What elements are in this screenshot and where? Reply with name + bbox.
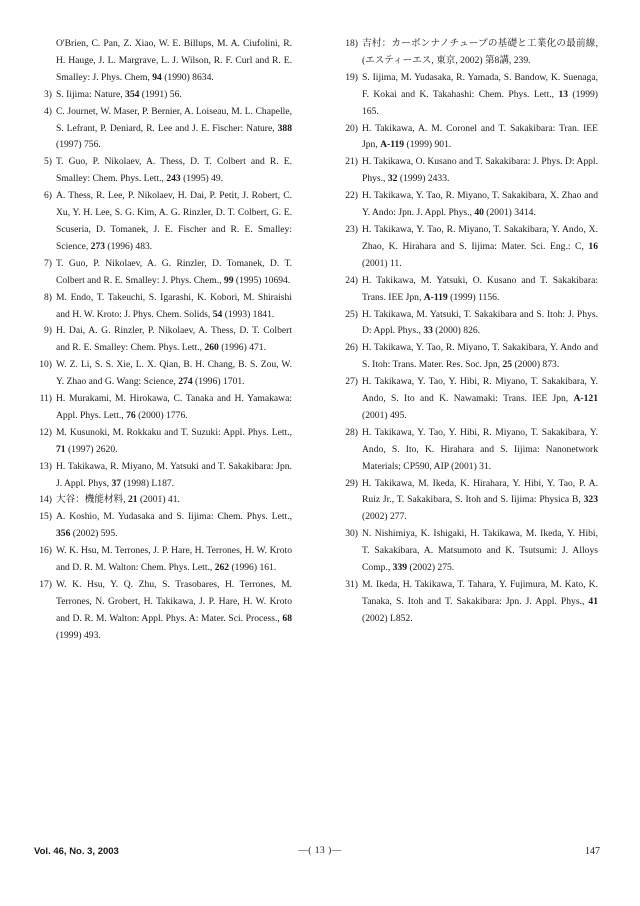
reference-text-part: H. Dai, A. G. Rinzler, P. Nikolaev, A. Thess, D. T. Colbert and R. E. Smalley: Chem. Phys. Lett., (56, 325, 292, 354)
reference-text-part: (2002) 595. (70, 528, 118, 540)
page-number: 147 (585, 846, 600, 857)
reference-number: 3) (44, 88, 52, 100)
reference-number: 16) (39, 545, 52, 557)
reference-volume: 76 (126, 409, 136, 421)
reference-volume: A-119 (423, 291, 448, 303)
reference-text (56, 256, 292, 290)
reference-volume: 21 (127, 494, 138, 506)
reference-number: 26) (345, 342, 358, 354)
reference-text-part: (1999) 2433. (397, 173, 450, 185)
reference-text (362, 70, 598, 121)
reference-text (362, 154, 598, 188)
reference-entry (336, 188, 598, 222)
reference-volume: 94 (152, 71, 162, 83)
reference-text-part: H. Takikawa, O. Kusano and T. Sakakibara: J. Phys. D: Appl. Phys., (362, 156, 598, 185)
reference-volume: 99 (223, 274, 234, 286)
reference-entry (30, 459, 292, 493)
reference-number: 9) (44, 325, 52, 337)
reference-text-part: (2001) 11. (362, 257, 402, 269)
reference-text-part: (1996) 483. (105, 240, 153, 252)
reference-entry (336, 340, 598, 374)
reference-volume: 16 (588, 240, 598, 252)
reference-text-part: M. Endo, T. Takeuchi, S. Igarashi, K. Kobori, M. Shiraishi and H. W. Kroto: J. Phys. Chem. Solids, (56, 291, 292, 320)
reference-volume: 13 (558, 88, 569, 100)
reference-entry (30, 154, 292, 188)
reference-text-part: M. Kusunoki, M. Rokkaku and T. Suzuki: Appl. Phys. Lett., (56, 426, 292, 438)
reference-text-part: W. Z. Li, S. S. Xie, L. X. Qian, B. H. Chang, B. S. Zou, W. Y. Zhao and G. Wang: Science, (56, 359, 292, 388)
reference-volume: A-119 (380, 139, 405, 151)
reference-number: 12) (39, 426, 52, 438)
reference-entry (336, 476, 598, 527)
reference-text-part: C. Journet, W. Maser, P. Bernier, A. Loiseau, M. L. Chapelle, S. Lefrant, P. Deniard, R. Lee and J. E. Fischer: Nature, (56, 105, 292, 134)
reference-entry (336, 121, 598, 155)
reference-text-part: H. Murakami, M. Hirokawa, C. Tanaka and H. Yamakawa: Appl. Phys. Lett., (56, 393, 292, 421)
reference-text-part: A. Thess, R. Lee, P. Nikolaev, H. Dai, P. Petit, J. Robert, C. Xu, Y. H. Lee, S. G. Kim, A. G. Rinzler, D. T. Colbert, G. E. Scuseria, D. Tomanek, J. E. Fischer and R. E. Smalley: Science, (56, 190, 292, 252)
reference-number: 14) (39, 494, 52, 506)
reference-text-part: (1996) 471. (218, 342, 266, 354)
reference-text-part: (1995) 10694. (233, 274, 291, 286)
reference-volume: 54 (212, 308, 223, 320)
reference-text-part: (2000) 826. (432, 325, 481, 337)
reference-number: 7) (44, 257, 52, 269)
reference-entry (336, 425, 598, 476)
reference-text-part: 大谷：機能材料, (56, 494, 128, 506)
reference-volume: 274 (178, 376, 193, 388)
reference-text (56, 492, 292, 509)
reference-volume: 388 (277, 122, 292, 134)
reference-entry (336, 70, 598, 121)
reference-text-part: S. Iijima: Nature, (56, 88, 126, 100)
reference-volume: 33 (423, 325, 433, 337)
reference-volume: 41 (588, 595, 598, 607)
reference-text-part: H. Takikawa, M. Yatsuki, T. Sakakibara and S. Itoh: J. Phys. D: Appl. Phys., (362, 308, 598, 337)
reference-text (56, 36, 292, 87)
reference-number: 21) (345, 156, 358, 168)
reference-text (56, 154, 292, 188)
reference-text (56, 323, 292, 357)
reference-text (362, 340, 598, 374)
reference-text (362, 307, 598, 341)
reference-text-part: (1999) 901. (404, 139, 452, 151)
reference-entry (336, 273, 598, 307)
reference-number: 11) (39, 393, 52, 405)
reference-text-part: (2001) 495. (362, 409, 407, 421)
reference-text-part: M. Ikeda, H. Takikawa, T. Tahara, Y. Fujimura, M. Kato, K. Tanaka, S. Itoh and T. Sakakibara: Jpn. J. Appl. Phys., (362, 579, 598, 607)
reference-text-part: N. Nishimiya, K. Ishigaki, H. Takikawa, M. Ikeda, Y. Hibi, T. Sakakibara, A. Matsumoto and K. Tsutsumi: J. Alloys Comp., (362, 528, 598, 574)
reference-text-part: (1991) 56. (139, 88, 182, 100)
reference-text-part: A. Koshio, M. Yudasaka and S. Iijima: Chem. Phys. Lett., (56, 511, 292, 523)
reference-entry (336, 154, 598, 188)
reference-text (362, 425, 598, 476)
reference-text (362, 188, 598, 222)
journal-volume-label: Vol. 46, No. 3, 2003 (34, 846, 119, 857)
reference-entry (30, 87, 292, 104)
reference-volume: 25 (502, 359, 513, 371)
reference-number: 28) (345, 426, 358, 438)
reference-number: 24) (345, 274, 358, 286)
reference-number: 4) (44, 105, 52, 117)
reference-text-part: (2001) 3414. (483, 207, 536, 219)
reference-text-part: (2000) 873. (512, 359, 560, 371)
reference-text (362, 476, 598, 527)
reference-number: 25) (345, 308, 358, 320)
reference-text-part: H. Takikawa, Y. Tao, R. Miyano, T. Sakakibara, Y. Ando, X. Zhao, K. Hirahara and S. Iijima: Mater. Sci. Eng.: C, (362, 223, 598, 252)
reference-text (56, 188, 292, 256)
reference-volume: A-121 (573, 393, 598, 405)
reference-text-part: (1999) 165. (362, 88, 598, 117)
reference-text (56, 577, 292, 645)
reference-entry (30, 104, 292, 155)
reference-volume: 40 (474, 207, 484, 219)
reference-entry (30, 357, 292, 391)
reference-entry (30, 391, 292, 425)
reference-text-part: (2002) L852. (362, 612, 413, 624)
reference-text-part: (1999) 493. (56, 629, 101, 641)
reference-text (56, 391, 292, 425)
reference-number: 30) (345, 528, 358, 540)
reference-text (56, 104, 292, 155)
reference-text (56, 509, 292, 543)
reference-entry (336, 374, 598, 425)
reference-entry (30, 256, 292, 290)
reference-text-part: H. Takikawa, R. Miyano, M. Yatsuki and T. Sakakibara: Jpn. J. Appl. Phys, (56, 460, 292, 489)
reference-number: 23) (345, 223, 358, 235)
reference-text (362, 273, 598, 307)
reference-text (362, 374, 598, 425)
reference-number: 18) (345, 38, 358, 49)
reference-text (56, 543, 292, 577)
reference-text-part: W. K. Hsu, Y. Q. Zhu, S. Trasobares, H. Terrones, M. Terrones, N. Grobert, H. Takikawa, J. P. Hare, H. W. Kroto and D. R. M. Walton: Appl. Phys. A: Mater. Sci. Process., (56, 579, 292, 624)
reference-text-part: (1999) 1156. (447, 291, 500, 303)
reference-entry (30, 323, 292, 357)
reference-text (362, 577, 598, 628)
reference-text-part: (1995) 49. (180, 173, 224, 185)
reference-text-part: S. Iijima, M. Yudasaka, R. Yamada, S. Bandow, K. Suenaga, F. Kokai and K. Takahashi: Chem. Phys. Lett., (362, 71, 598, 100)
reference-entry (336, 307, 598, 341)
reference-number: 8) (44, 291, 52, 303)
reference-text-part: (1998) L187. (121, 477, 175, 489)
reference-text-part: T. Guo, P. Nikolaev, A. G. Rinzler, D. Tomanek, D. T. Colbert and R. E. Smalley: J. Phys. Chem., (56, 257, 292, 286)
reference-volume: 32 (387, 173, 398, 185)
reference-text-part: (1990) 8634. (161, 71, 214, 83)
reference-text (362, 222, 598, 273)
reference-volume: 339 (392, 562, 408, 574)
reference-text (362, 36, 598, 70)
reference-text-part: (1997) 2620. (65, 443, 118, 455)
reference-text-part: H. Takikawa, M. Yatsuki, O. Kusano and T. Sakakibara: Trans. IEE Jpn, (362, 274, 598, 303)
reference-text-part: (1997) 756. (56, 139, 101, 151)
reference-number: 29) (345, 477, 358, 489)
reference-entry (30, 509, 292, 543)
reference-number: 22) (345, 190, 358, 202)
section-page-marker: —( 13 )— (298, 846, 342, 856)
reference-text-part: H. Takikawa, Y. Tao, R. Miyano, T. Sakakibara, X. Zhao and Y. Ando: Jpn. J. Appl. Phys., (362, 190, 598, 219)
reference-entry (336, 526, 598, 577)
reference-volume: 323 (583, 494, 598, 506)
reference-number: 15) (39, 511, 52, 523)
reference-volume: 262 (214, 562, 230, 574)
reference-number: 31) (345, 579, 358, 590)
reference-text-part: O'Brien, C. Pan, Z. Xiao, W. E. Billups, M. A. Ciufolini, R. H. Hauge, J. L. Margrave, L. J. Wilson, R. F. Curl and R. E. Smalley: J. Phys. Chem, (56, 38, 292, 83)
reference-entry (336, 577, 598, 628)
reference-text-part: (2000) 1776. (135, 409, 188, 421)
reference-number: 13) (39, 460, 52, 472)
reference-volume: 68 (282, 612, 292, 624)
reference-text (56, 459, 292, 493)
reference-volume: 273 (90, 240, 106, 252)
reference-volume: 260 (204, 342, 219, 354)
reference-text (56, 290, 292, 324)
reference-text-part: (1996) 1701. (192, 376, 245, 388)
reference-text-part: (2002) 275. (407, 562, 455, 574)
reference-text-part: H. Takikawa, A. M. Coronel and T. Sakakibara: Tran. IEE Jpn, (362, 122, 598, 151)
reference-text-part: H. Takikawa, Y. Tao, Y. Hibi, R. Miyano, T. Sakakibara, Y. Ando, S. Ito and K. Nawamaki: Trans. IEE Jpn, (362, 376, 598, 405)
reference-text-part: (2001) 41. (137, 494, 180, 506)
reference-number: 17) (39, 579, 52, 590)
reference-text-part: H. Takikawa, M. Ikeda, K. Hirahara, Y. Hibi, Y. Tao, P. A. Ruiz Jr., T. Sakakibara, S. Itoh and S. Iijima: Physica B, (362, 477, 598, 506)
reference-text-part: (2002) 277. (362, 511, 407, 523)
reference-entry (30, 543, 292, 577)
reference-column-left (30, 36, 292, 645)
reference-text-part: H. Takikawa, Y. Tao, Y. Hibi, R. Miyano, T. Sakakibara, Y. Ando, S. Ito, K. Hirahara and S. Iijima: Nanonetwork Materials; CP590, AIP (2001) 31. (362, 426, 598, 472)
reference-text-part: W. K. Hsu, M. Terrones, J. P. Hare, H. Terrones, H. W. Kroto and D. R. M. Walton: Chem. Phys. Lett., (56, 545, 292, 574)
reference-entry (30, 425, 292, 459)
reference-number: 10) (39, 359, 52, 371)
reference-column-right (336, 36, 598, 628)
reference-entry (30, 188, 292, 256)
reference-number: 27) (345, 376, 358, 388)
reference-entry (30, 36, 292, 87)
reference-text (56, 357, 292, 391)
reference-entry (30, 492, 292, 509)
reference-volume: 356 (56, 528, 71, 540)
reference-volume: 37 (111, 477, 122, 489)
reference-volume: 354 (125, 88, 140, 100)
reference-text-part: 吉村：カーボンナノチューブの基礎と工業化の最前線, (エスティーエス, 東京, 2002) 第8講, 239. (362, 38, 598, 66)
reference-entry (336, 222, 598, 273)
reference-text-part: T. Guo, P. Nikolaev, A. Thess, D. T. Colbert and R. E. Smalley: Chem. Phys. Lett., (56, 156, 292, 185)
reference-number: 5) (44, 156, 52, 168)
reference-text (56, 425, 292, 459)
reference-text-part: (1993) 1841. (222, 308, 275, 320)
reference-text-part: (1996) 161. (229, 562, 277, 574)
reference-number: 20) (345, 122, 358, 134)
reference-volume: 243 (166, 173, 181, 185)
reference-entry (30, 577, 292, 645)
reference-text (362, 526, 598, 577)
reference-volume: 71 (56, 443, 66, 455)
reference-number: 6) (44, 190, 52, 202)
reference-text (362, 121, 598, 155)
reference-entry (336, 36, 598, 70)
reference-text (56, 87, 292, 104)
reference-number: 19) (345, 71, 358, 83)
reference-text-part: H. Takikawa, Y. Tao, R. Miyano, T. Sakakibara, Y. Ando and S. Itoh: Trans. Mater. Res. Soc. Jpn, (362, 342, 598, 371)
reference-entry (30, 290, 292, 324)
